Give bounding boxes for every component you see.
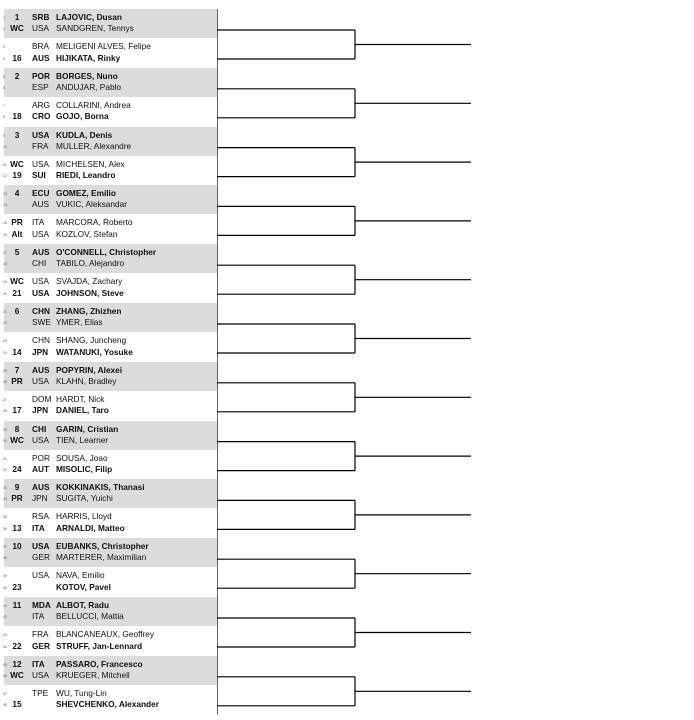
player-row	[4, 130, 217, 141]
seed-label: 18	[12, 111, 22, 122]
draw-line-number: 23	[3, 339, 7, 343]
player-row	[4, 541, 217, 552]
player-row	[4, 688, 217, 699]
player-name: MISOLIC, Filip	[56, 464, 113, 475]
player-row	[4, 611, 217, 622]
seed-label: 22	[12, 640, 22, 651]
player-row	[4, 141, 217, 152]
country-code: ITA	[32, 658, 45, 669]
player-row	[4, 394, 217, 405]
draw-line-number: 30	[3, 438, 7, 443]
draw-line-number: 16	[3, 232, 7, 237]
seed-label: 7	[14, 364, 20, 375]
player-row	[4, 317, 217, 328]
player-name: PASSARO, Francesco	[56, 658, 143, 669]
player-name: NAVA, Emilio	[56, 570, 105, 581]
seed-label: PR	[11, 493, 23, 504]
country-code: ESP	[32, 81, 49, 92]
player-name: GARIN, Cristian	[56, 423, 119, 434]
country-code: USA	[32, 541, 50, 552]
seed-label: 10	[12, 541, 22, 552]
player-row	[4, 217, 217, 228]
player-row	[4, 258, 217, 269]
draw-line-number: 20	[3, 291, 7, 296]
player-name: KLAHN, Bradley	[56, 375, 117, 386]
seed-label: 4	[14, 188, 20, 199]
draw-line-number: 11	[3, 162, 7, 167]
country-code: JPN	[32, 405, 49, 416]
country-code: ECU	[32, 188, 50, 199]
country-code: FRA	[32, 629, 49, 639]
player-name: POPYRIN, Alexei	[56, 364, 123, 375]
player-name: GOJO, Borna	[56, 111, 109, 122]
seed-label: 3	[14, 129, 20, 140]
draw-line-number: 25	[3, 368, 7, 373]
player-name: COLLARINI, Andrea	[56, 99, 131, 110]
player-name: BORGES, Nuno	[56, 70, 118, 81]
country-code: JPN	[32, 493, 48, 504]
player-row	[4, 435, 217, 446]
draw-line-number: 6	[3, 85, 5, 90]
country-code: USA	[32, 129, 50, 140]
seed-label: 21	[12, 287, 22, 298]
seed-label: 1	[14, 12, 20, 22]
player-name: KOKKINAKIS, Thanasi	[56, 482, 145, 493]
draw-line-number: 47	[3, 691, 7, 696]
seed-label: WC	[10, 276, 24, 287]
player-row	[4, 570, 217, 581]
country-code: USA	[32, 23, 50, 33]
player-row	[4, 53, 217, 64]
draw-line-number: 8	[3, 115, 5, 120]
player-row	[4, 582, 217, 593]
country-code: CHI	[32, 258, 47, 269]
player-row	[4, 159, 217, 170]
player-name: STRUFF, Jan-Lennard	[56, 640, 143, 651]
draw-line-number: 21	[3, 310, 7, 314]
seed-label: 19	[12, 170, 22, 181]
draw-line-number: 39	[3, 574, 7, 579]
player-name: TABILO, Alejandro	[56, 258, 125, 269]
player-row	[4, 699, 217, 710]
player-row	[4, 365, 217, 376]
country-code: CHI	[32, 423, 47, 434]
country-code: AUS	[32, 482, 50, 493]
draw-line-number: 12	[3, 174, 7, 179]
player-row	[4, 288, 217, 299]
country-code: CHN	[32, 335, 50, 345]
country-code: CHN	[32, 306, 50, 316]
country-code: USA	[32, 669, 50, 680]
player-row	[4, 82, 217, 93]
draw-line-number: 42	[3, 615, 7, 619]
seed-label: 5	[14, 247, 20, 258]
country-code: AUS	[32, 364, 50, 375]
seed-label: 14	[12, 346, 22, 357]
player-row	[4, 641, 217, 652]
country-code: BRA	[32, 41, 50, 51]
player-name: SVAJDA, Zachary	[56, 276, 123, 287]
country-code: SWE	[32, 317, 51, 327]
draw-line-number: 1	[3, 16, 5, 20]
player-name: SANDGREN, Tennys	[56, 23, 134, 33]
country-code: POR	[32, 70, 50, 81]
player-name: WU, Tung-Lin	[56, 687, 107, 698]
country-code: SRB	[32, 12, 50, 22]
player-name: ARNALDI, Matteo	[56, 522, 125, 533]
country-code: ARG	[32, 99, 50, 110]
country-code: TPE	[32, 687, 49, 698]
player-row	[4, 12, 217, 23]
player-name: ANDUJAR, Pablo	[56, 81, 122, 92]
player-row	[4, 376, 217, 387]
draw-line-number: 22	[3, 321, 7, 325]
country-code: USA	[32, 228, 50, 239]
player-row	[4, 405, 217, 416]
player-row	[4, 464, 217, 475]
draw-line-number: 26	[3, 379, 7, 384]
draw-line-number: 19	[3, 280, 7, 285]
country-code: MDA	[32, 600, 51, 610]
player-row	[4, 424, 217, 435]
player-row	[4, 71, 217, 82]
draw-line-number: 17	[3, 251, 7, 256]
player-name: SOUSA, Joao	[56, 452, 108, 463]
player-row	[4, 276, 217, 287]
draw-line-number: 41	[3, 604, 7, 608]
player-name: MULLER, Alexandre	[56, 140, 132, 151]
seed-label: 6	[14, 306, 20, 316]
seed-label: 13	[12, 522, 22, 533]
country-code: RSA	[32, 511, 50, 522]
player-name: BLANCANEAUX, Geoffrey	[56, 629, 155, 639]
country-code: ITA	[32, 611, 45, 621]
footer-note	[2, 713, 3, 717]
draw-line-number: 7	[3, 103, 5, 108]
player-name: HIJIKATA, Rinky	[56, 52, 121, 63]
country-code: USA	[32, 375, 50, 386]
player-row	[4, 100, 217, 111]
player-name: DANIEL, Taro	[56, 405, 109, 416]
draw-line-number: 34	[3, 497, 7, 502]
country-code: USA	[32, 570, 50, 581]
player-name: HARDT, Nick	[56, 393, 105, 404]
country-code: GER	[32, 640, 50, 651]
draw-line-number: 9	[3, 133, 5, 138]
draw-line-number: 2	[3, 27, 5, 31]
player-row	[4, 41, 217, 52]
player-name: HARRIS, Lloyd	[56, 511, 112, 522]
player-row	[4, 629, 217, 640]
draw-line-number: 18	[3, 262, 7, 267]
player-name: ALBOT, Radu	[56, 600, 110, 610]
draw-line-number: 48	[3, 703, 7, 708]
player-row	[4, 670, 217, 681]
player-row	[4, 247, 217, 258]
seed-label: 11	[12, 600, 22, 610]
player-name: JOHNSON, Steve	[56, 287, 124, 298]
player-name: MARTERER, Maximilian	[56, 552, 147, 563]
draw-line-number: 27	[3, 397, 7, 402]
player-row	[4, 170, 217, 181]
player-row	[4, 111, 217, 122]
player-name: SHANG, Juncheng	[56, 335, 127, 345]
draw-line-number: 32	[3, 468, 7, 473]
seed-label: PR	[11, 375, 23, 386]
seed-label: 2	[14, 70, 20, 81]
draw-line-number: 38	[3, 556, 7, 561]
player-row	[4, 600, 217, 611]
player-name: EUBANKS, Christopher	[56, 541, 149, 552]
country-code: AUT	[32, 464, 50, 475]
player-name: BELLUCCI, Mattia	[56, 611, 124, 621]
player-name: KOZLOV, Stefan	[56, 228, 118, 239]
player-name: MICHELSEN, Alex	[56, 158, 125, 169]
player-row	[4, 453, 217, 464]
player-name: MELIGENI ALVES, Felipe	[56, 41, 151, 51]
draw-line-number: 36	[3, 526, 7, 531]
seed-label: WC	[10, 669, 24, 680]
country-code: USA	[32, 434, 50, 445]
seed-label: 24	[12, 464, 22, 475]
player-row	[4, 511, 217, 522]
draw-line-number: 35	[3, 515, 7, 520]
country-code: USA	[32, 276, 50, 287]
draw-line-number: 29	[3, 427, 7, 432]
player-row	[4, 335, 217, 346]
player-row	[4, 552, 217, 563]
seed-label: 8	[14, 423, 20, 434]
player-name: ZHANG, Zhizhen	[56, 306, 122, 316]
draw-line-number: 44	[3, 644, 7, 649]
country-code: FRA	[32, 140, 49, 151]
draw-line-number: 33	[3, 486, 7, 491]
country-code: AUS	[32, 199, 50, 210]
seed-label: WC	[10, 434, 24, 445]
country-code: USA	[32, 287, 50, 298]
draw-line-number: 40	[3, 585, 7, 590]
player-row	[4, 188, 217, 199]
seed-label: WC	[10, 23, 24, 33]
player-name: KUDLA, Denis	[56, 129, 113, 140]
player-name: GOMEZ, Emilio	[56, 188, 116, 199]
player-name: RIEDI, Leandro	[56, 170, 116, 181]
player-name: SHEVCHENKO, Alexander	[56, 699, 159, 710]
draw-line-number: 13	[3, 192, 7, 197]
country-code: SUI	[32, 170, 46, 181]
country-code: GER	[32, 552, 50, 563]
player-row	[4, 347, 217, 358]
player-name: VUKIC, Aleksandar	[56, 199, 128, 210]
player-row	[4, 229, 217, 240]
player-name: O'CONNELL, Christopher	[56, 247, 157, 258]
country-code: AUS	[32, 247, 50, 258]
country-code: ITA	[32, 217, 45, 228]
draw-line-number: 4	[3, 56, 5, 61]
player-row	[4, 23, 217, 34]
country-code: ITA	[32, 522, 45, 533]
player-row	[4, 493, 217, 504]
draw-line-number: 28	[3, 409, 7, 414]
country-code: AUS	[32, 52, 50, 63]
draw-line-number: 5	[3, 74, 5, 79]
player-row	[4, 659, 217, 670]
draw-line-number: 3	[3, 45, 5, 49]
draw-line-number: 37	[3, 545, 7, 550]
player-row	[4, 199, 217, 210]
player-name: YMER, Elias	[56, 317, 103, 327]
seed-label: 16	[12, 52, 22, 63]
player-name: TIEN, Learner	[56, 434, 109, 445]
player-name: SUGITA, Yuichi	[56, 493, 113, 504]
draw-line-number: 15	[3, 221, 7, 226]
country-code: POR	[32, 452, 50, 463]
seed-label: PR	[11, 217, 23, 228]
draw-line-number: 24	[3, 350, 7, 355]
country-code: USA	[32, 158, 50, 169]
seed-label: 15	[12, 699, 22, 710]
draw-line-number: 46	[3, 673, 7, 678]
player-name: LAJOVIC, Dusan	[56, 12, 122, 22]
seed-label: 17	[12, 405, 22, 416]
player-row	[4, 306, 217, 317]
player-name: KRUEGER, Mitchell	[56, 669, 130, 680]
seed-label: 9	[14, 482, 20, 493]
player-row	[4, 482, 217, 493]
draw-line-number: 10	[3, 144, 7, 149]
player-name: KOTOV, Pavel	[56, 581, 111, 592]
country-code: CRO	[32, 111, 51, 122]
seed-label: 12	[12, 658, 22, 669]
player-name: MARCORA, Roberto	[56, 217, 133, 228]
draw-line-number: 45	[3, 662, 7, 667]
player-row	[4, 523, 217, 534]
seed-label: 23	[12, 581, 22, 592]
player-name: WATANUKI, Yosuke	[56, 346, 133, 357]
country-code: DOM	[32, 393, 52, 404]
country-code: JPN	[32, 346, 49, 357]
draw-line-number: 31	[3, 456, 7, 461]
draw-line-number: 14	[3, 203, 7, 208]
draw-line-number: 43	[3, 633, 7, 637]
seed-label: WC	[10, 158, 24, 169]
seed-label: Alt	[11, 228, 23, 239]
